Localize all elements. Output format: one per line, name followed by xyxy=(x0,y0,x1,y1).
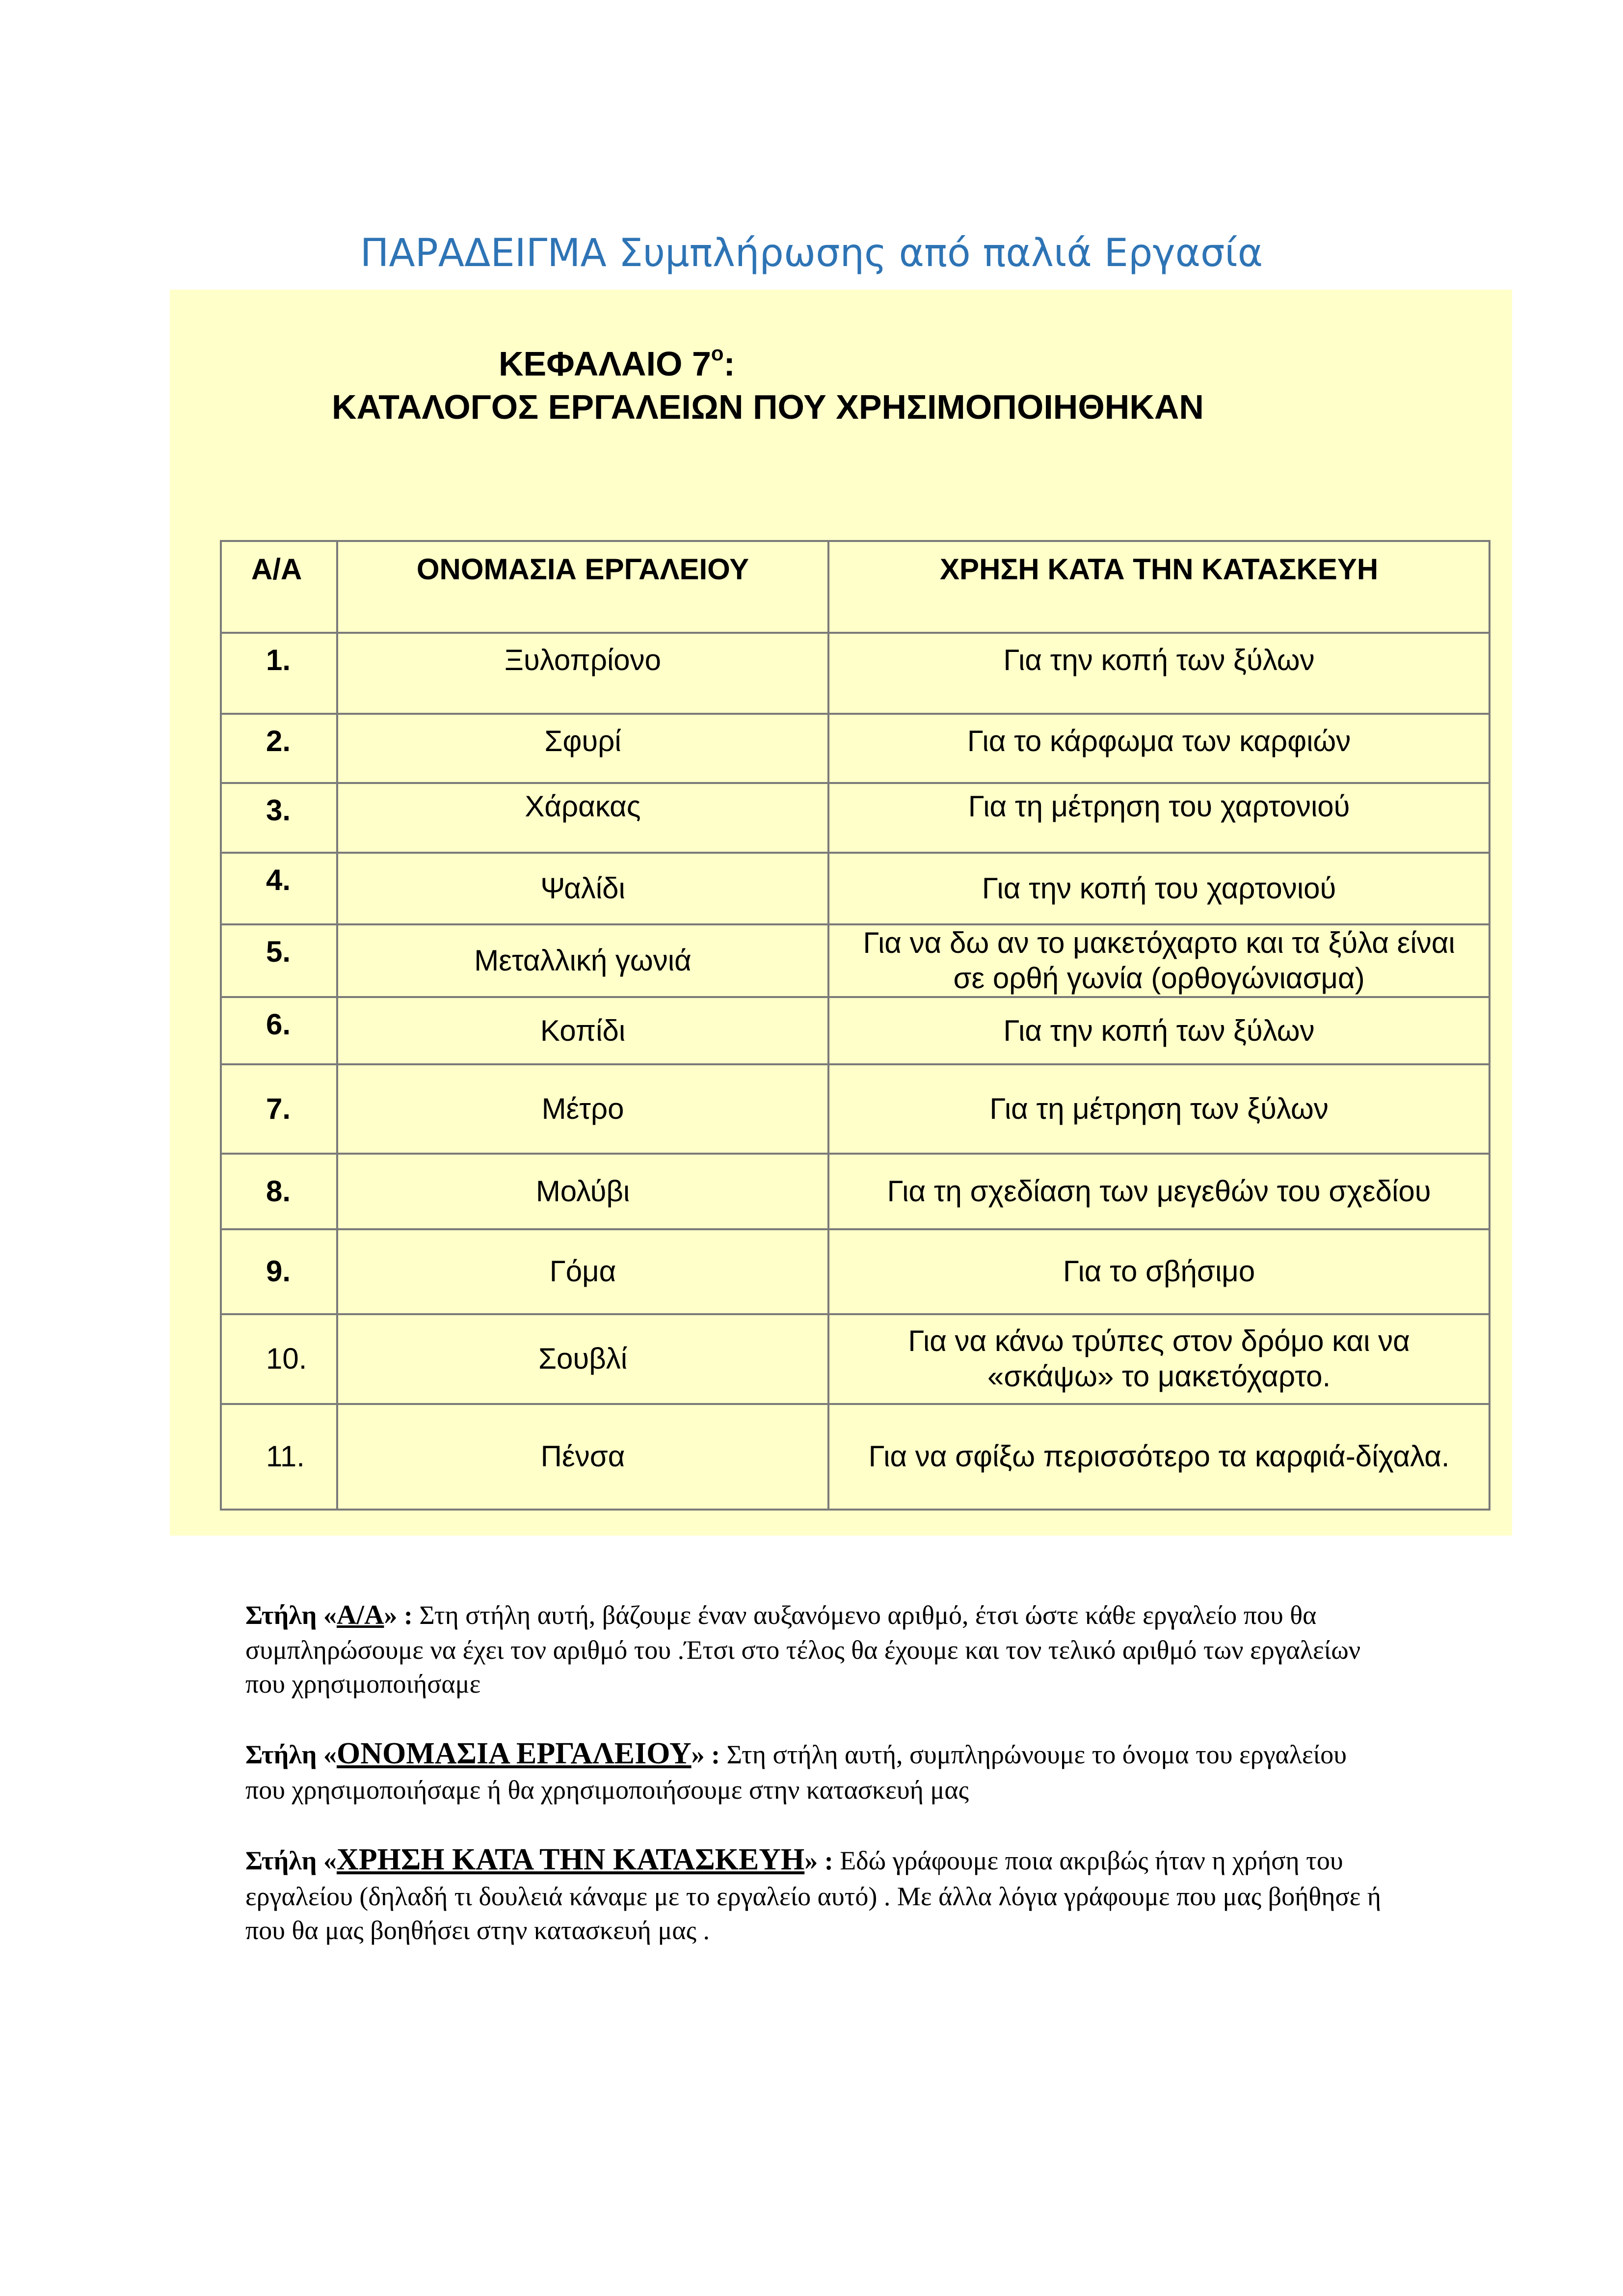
tool-name: Ψαλίδι xyxy=(337,853,828,924)
chapter-ordinal: ο xyxy=(711,342,724,365)
header-tool-name: ΟΝΟΜΑΣΙΑ ΕΡΓΑΛΕΙΟΥ xyxy=(337,541,828,633)
table-row xyxy=(221,1229,1490,1314)
tool-use-line: Για να κάνω τρύπες στον δρόμο και να xyxy=(908,1324,1410,1358)
tool-use: Για να σφίξω περισσότερο τα καρφιά-δίχαλα. xyxy=(828,1404,1490,1510)
chapter-heading-line1 xyxy=(332,343,1411,386)
document-title: ΠΑΡΑΔΕΙΓΜΑ Συμπλήρωσης από παλιά Εργασία xyxy=(360,231,1263,275)
row-number: 2. xyxy=(221,714,337,783)
tool-name: Ξυλοπρίονο xyxy=(337,633,828,714)
table-row xyxy=(221,1404,1490,1510)
chapter-heading-line2: ΚΑΤΑΛΟΓΟΣ ΕΡΓΑΛΕΙΩΝ ΠΟΥ ΧΡΗΣΙΜΟΠΟΙΗΘΗΚΑΝ xyxy=(332,387,1204,426)
tool-name: Χάρακας xyxy=(337,783,828,853)
note-tool-use xyxy=(245,1840,1384,1947)
tool-use: Για τη σχεδίαση των μεγεθών του σχεδίου xyxy=(828,1154,1490,1229)
table-row xyxy=(221,633,1490,714)
tool-use: Για την κοπή των ξύλων xyxy=(828,997,1490,1064)
row-number: 4. xyxy=(221,853,337,924)
row-number: 11. xyxy=(221,1404,337,1510)
note-lead: Στήλη « xyxy=(245,1739,337,1769)
table-row xyxy=(221,997,1490,1064)
header-aa: Α/Α xyxy=(221,541,337,633)
note-lead: » : xyxy=(384,1600,420,1630)
note-lead: Στήλη « xyxy=(245,1600,337,1630)
tool-name: Μέτρο xyxy=(337,1064,828,1153)
row-number: 3. xyxy=(221,783,337,853)
note-text: Στη στήλη αυτή, συμπληρώνουμε το όνομα του εργαλείου που χρησιμοποιήσαμε ή θα χρησιμοποιήσουμε στην κατασκευή μας xyxy=(245,1739,1347,1805)
tool-name: Γόμα xyxy=(337,1229,828,1314)
tools-table xyxy=(220,540,1490,1511)
chapter-heading xyxy=(332,343,1411,429)
note-column-name: Α/Α xyxy=(336,1600,384,1630)
tool-use-line: Για να δω αν το μακετόχαρτο και τα ξύλα είναι xyxy=(863,926,1455,960)
row-number: 9. xyxy=(221,1229,337,1314)
header-tool-use: ΧΡΗΣΗ ΚΑΤΑ ΤΗΝ ΚΑΤΑΣΚΕΥΗ xyxy=(828,541,1490,633)
tool-use: Για τη μέτρηση του χαρτονιού xyxy=(828,783,1490,853)
tool-name: Μεταλλική γωνιά xyxy=(337,924,828,997)
table-header-row xyxy=(221,541,1490,633)
tool-use: Για την κοπή του χαρτονιού xyxy=(828,853,1490,924)
note-column-name: ΟΝΟΜΑΣΙΑ ΕΡΓΑΛΕΙΟΥ xyxy=(336,1736,692,1770)
table-row xyxy=(221,714,1490,783)
table-row xyxy=(221,853,1490,924)
row-number: 8. xyxy=(221,1154,337,1229)
note-lead: Στήλη « xyxy=(245,1846,337,1876)
table-row xyxy=(221,1314,1490,1404)
row-number: 1. xyxy=(221,633,337,714)
note-text: Στη στήλη αυτή, βάζουμε έναν αυξανόμενο αριθμό, έτσι ώστε κάθε εργαλείο που θα συμπληρώσουμε να έχει τον αριθμό του .Έτσι στο τέλος θα έχουμε και τον τελικό αριθμό των εργαλείων που χρησιμοποιήσαμε xyxy=(245,1600,1361,1699)
table-row xyxy=(221,1154,1490,1229)
note-tool-name xyxy=(245,1734,1384,1807)
table-row xyxy=(221,783,1490,853)
note-lead: » : xyxy=(691,1739,727,1769)
chapter-number: ΚΕΦΑΛΑΙΟ 7 xyxy=(499,345,711,383)
chapter-colon: : xyxy=(723,345,735,383)
tool-name: Μολύβι xyxy=(337,1154,828,1229)
tool-name: Κοπίδι xyxy=(337,997,828,1064)
note-lead: » : xyxy=(804,1846,840,1876)
tool-use: Για το σβήσιμο xyxy=(828,1229,1490,1314)
note-text: Εδώ γράφουμε ποια ακριβώς ήταν η χρήση του εργαλείου (δηλαδή τι δουλειά κάναμε με το εργαλείο αυτό) . Με άλλα λόγια γράφουμε που μας βοήθησε ή που θα μας βοηθήσει στην κατασκευή μας . xyxy=(245,1846,1381,1945)
tool-use: Για τη μέτρηση των ξύλων xyxy=(828,1064,1490,1153)
row-number: 10. xyxy=(221,1314,337,1404)
tool-name: Σουβλί xyxy=(337,1314,828,1404)
table-row xyxy=(221,1064,1490,1153)
example-panel xyxy=(170,290,1512,1536)
tool-use: Για το κάρφωμα των καρφιών xyxy=(828,714,1490,783)
tool-use xyxy=(828,924,1490,997)
tool-name: Σφυρί xyxy=(337,714,828,783)
note-column-name: ΧΡΗΣΗ ΚΑΤΑ ΤΗΝ ΚΑΤΑΣΚΕΥΗ xyxy=(336,1843,805,1877)
note-aa xyxy=(245,1598,1384,1701)
column-notes xyxy=(245,1598,1384,1981)
table-row xyxy=(221,924,1490,997)
tool-use xyxy=(828,1314,1490,1404)
row-number: 6. xyxy=(221,997,337,1064)
row-number: 7. xyxy=(221,1064,337,1153)
row-number: 5. xyxy=(221,924,337,997)
tool-use-line: «σκάψω» το μακετόχαρτο. xyxy=(987,1360,1331,1393)
tool-use: Για την κοπή των ξύλων xyxy=(828,633,1490,714)
tool-name: Πένσα xyxy=(337,1404,828,1510)
tool-use-line: σε ορθή γωνία (ορθογώνιασμα) xyxy=(953,962,1365,995)
